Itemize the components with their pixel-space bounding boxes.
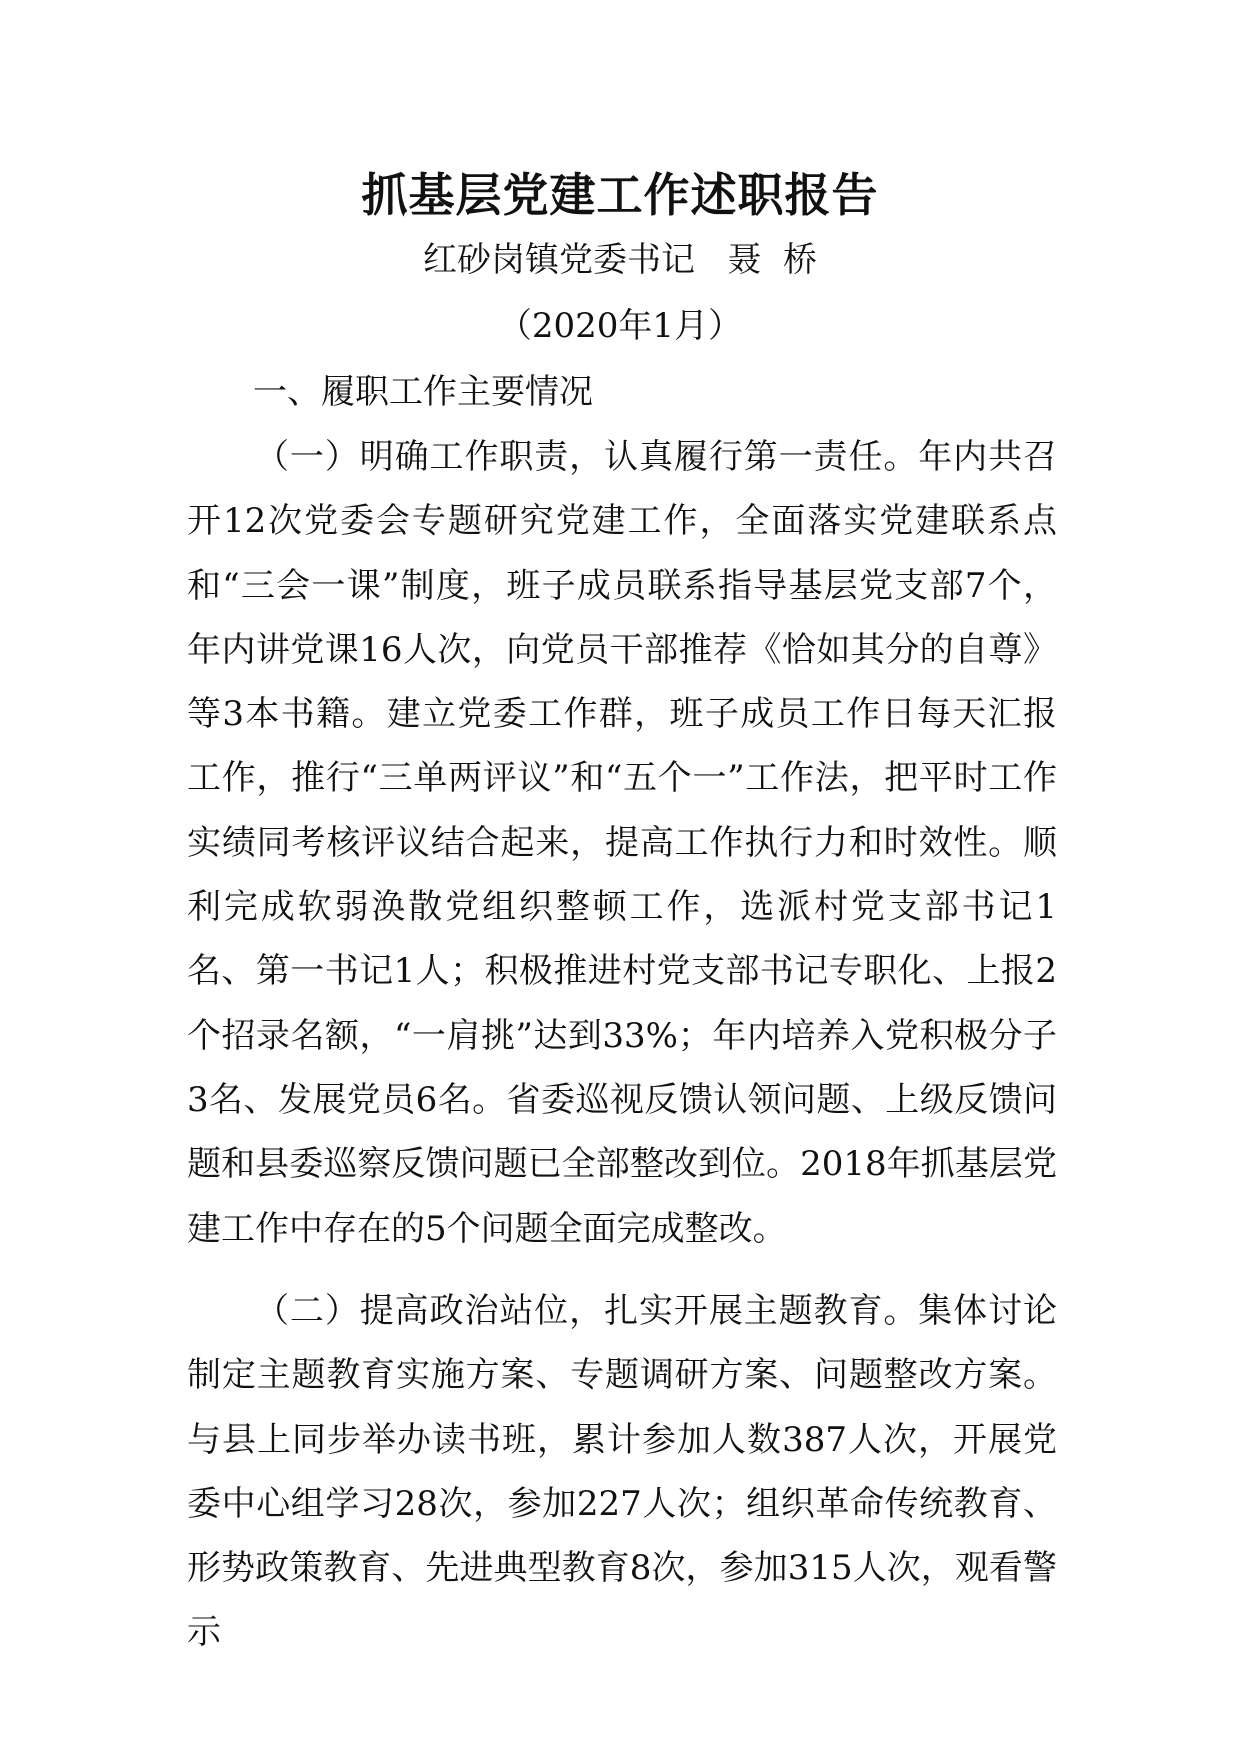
document-date: （2020年1月） xyxy=(497,306,743,346)
paragraph-1: （一）明确工作职责，认真履行第一责任。年内共召开12次党委会专题研究党建工作，全面落实党建联系点和“三会一课”制度，班子成员联系指导基层党支部7个，年内讲党课16人次，向党员干部推荐《恰如其分的自尊》等3本书籍。建立党委工作群，班子成员工作日每天汇报工作，推行“三单两评议”和“五个一”工作法，把平时工作实绩同考核评议结合起来，提高工作执行力和时效性。顺利完成软弱涣散党组织整顿工作，选派村党支部书记1名、第一书记1人；积极推进村党支部书记专职化、上报2个招录名额，“一肩挑”达到33%；年内培养入党积极分子3名、发展党员6名。省委巡视反馈认领问题、上级反馈问题和县委巡察反馈问题已全部整改到位。2018年抓基层党建工作中存在的5个问题全面完成整改。 xyxy=(187,437,1057,1249)
paragraph-2: （二）提高政治站位，扎实开展主题教育。集体讨论制定主题教育实施方案、专题调研方案、问题整改方案。与县上同步举办读书班，累计参加人数387人次，开展党委中心组学习28次，参加227人次；组织革命传统教育、形势政策教育、先进典型教育8次，参加315人次，观看警示 xyxy=(187,1291,1057,1653)
document-title: 抓基层党建工作述职报告 xyxy=(361,168,879,222)
document-author: 红砂岗镇党委书记 聂 桥 xyxy=(422,240,818,280)
section-heading: 一、履职工作主要情况 xyxy=(253,372,593,412)
